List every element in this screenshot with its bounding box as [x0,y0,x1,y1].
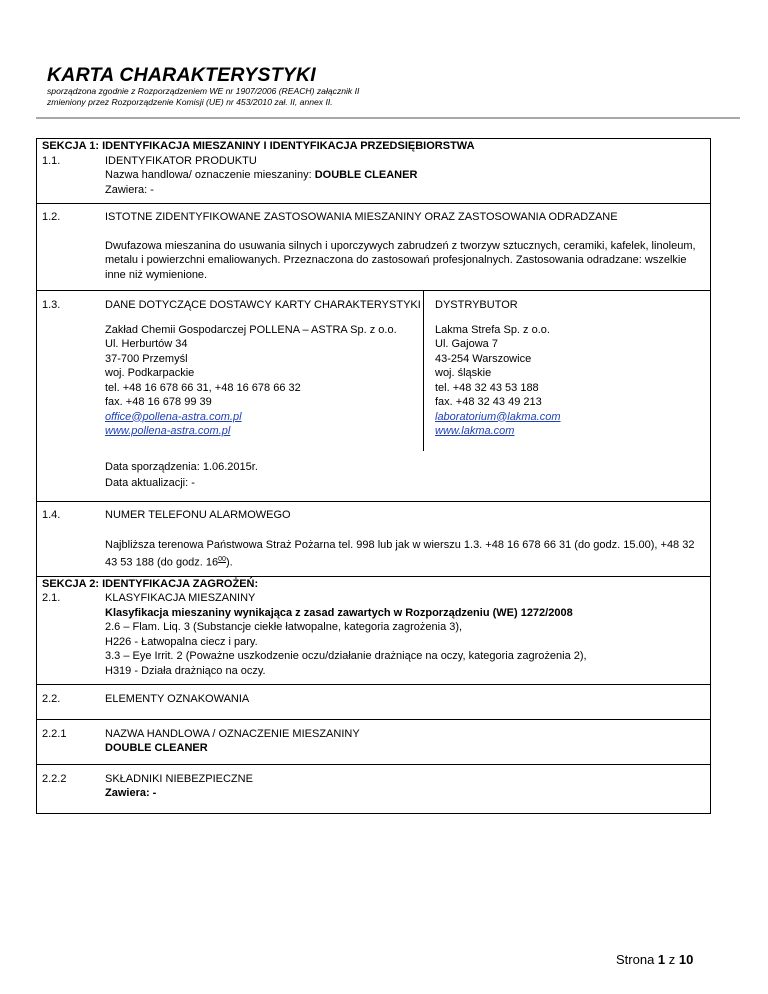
emergency-phone-end: ). [225,556,233,569]
subsection-number: 1.1. [42,154,61,167]
supplier-email-link[interactable]: office@pollena-astra.com.pl [105,410,242,423]
emergency-hour-superscript: 00 [218,555,226,563]
header-divider [36,117,740,119]
supplier-distributor-table [105,291,710,451]
supplier-column [105,291,424,451]
subsection-number: 1.3. [42,299,61,311]
section-1 [36,138,711,204]
page-current: 1 [657,952,666,967]
contains-line: Zawiera: - [105,183,154,196]
subsection-2-2-2 [36,765,711,814]
subsection-1-2 [36,204,711,291]
subsection-2-2 [36,685,711,720]
distributor-region: woj. śląskie [435,367,492,379]
supplier-name: Zakład Chemii Gospodarczej POLLENA – ASTRA Sp. z o.o. [105,323,397,336]
page-prefix: Strona [616,952,658,967]
section-1-heading: SEKCJA 1: IDENTYFIKACJA MIESZANINY I IDENTYFIKACJA PRZEDSIĘBIORSTWA [42,140,475,152]
subsection-title: ELEMENTY OZNAKOWANIA [105,693,250,706]
trade-name-label: Nazwa handlowa/ oznaczenie mieszaniny: [105,169,315,181]
subsection-number: 2.2.1 [42,727,67,740]
subsection-2-1 [37,591,710,678]
distributor-street: Ul. Gajowa 7 [435,338,498,350]
intended-use-text: Dwufazowa mieszanina do usuwania silnych i uporczywych zabrudzeń z tworzyw sztucznych, ceramiki, kafelek, linoleum, metalu i powierzchni emaliowanych. Przeznaczona do zastosowań profesjonalnych. Zastosowania odradzane: wszelkie inne niż wymienione. [105,239,696,281]
emergency-phone-text [105,538,704,570]
subsection-title: SKŁADNIKI NIEBEZPIECZNE [105,772,253,785]
subsection-title: ISTOTNE ZIDENTYFIKOWANE ZASTOSOWANIA MIESZANINY ORAZ ZASTOSOWANIA ODRADZANE [105,211,618,223]
date-updated: Data aktualizacji: - [105,476,195,489]
subsection-title: KLASYFIKACJA MIESZANINY [105,592,256,605]
trade-name-line [105,168,704,183]
document-title: KARTA CHARAKTERYSTYKI [47,64,316,86]
subsection-number: 2.2. [42,693,61,706]
emergency-phone-body: Najbliższa terenowa Państwowa Straż Pożarna tel. 998 lub jak w wierszu 1.3. +48 16 678 66 31 (do godz. 15.00), +48 32 43 53 188 (do godz. 16 [105,539,695,569]
classification-line: 2.6 – Flam. Liq. 3 (Substancje ciekłe łatwopalne, kategoria zagrożenia 3), [105,621,463,634]
classification-subtitle: Klasyfikacja mieszaniny wynikająca z zasad zawartych w Rozporządzeniu (WE) 1272/2008 [105,606,573,619]
distributor-email-link[interactable]: laboratorium@lakma.com [435,410,561,423]
distributor-tel: tel. +48 32 43 53 188 [435,381,539,394]
supplier-tel: tel. +48 16 678 66 31, +48 16 678 66 32 [105,381,301,394]
supplier-column-title: DANE DOTYCZĄCE DOSTAWCY KARTY CHARAKTERYSTYKI [105,299,421,311]
supplier-website-link[interactable]: www.pollena-astra.com.pl [105,425,231,437]
page-separator: z [665,952,679,967]
subsection-number: 1.2. [42,211,61,223]
subsection-title: IDENTYFIKATOR PRODUKTU [105,154,257,167]
subsection-1-4 [36,502,711,577]
classification-line: 3.3 – Eye Irrit. 2 (Poważne uszkodzenie oczu/działanie drażniące na oczy, kategoria zagrożenia 2), [105,650,587,663]
classification-line: H226 - Łatwopalna ciecz i pary. [105,635,258,648]
subsection-1-1 [37,154,710,198]
date-created: Data sporządzenia: 1.06.2015r. [105,460,258,473]
hazardous-components-value: Zawiera: - [105,787,157,800]
subsection-1-3 [36,291,711,502]
subsection-2-2-1 [36,720,711,765]
supplier-region: woj. Podkarpackie [105,367,195,379]
trade-name-value: DOUBLE CLEANER [105,742,208,755]
distributor-website-link[interactable]: www.lakma.com [435,425,515,437]
distributor-name: Lakma Strefa Sp. z o.o. [435,323,550,336]
sds-document [36,138,711,814]
subsection-title: NAZWA HANDLOWA / OZNACZENIE MIESZANINY [105,727,360,740]
subsection-title: NUMER TELEFONU ALARMOWEGO [105,508,291,521]
supplier-street: Ul. Herburtów 34 [105,338,188,350]
regulation-line-2: zmieniony przez Rozporządzenie Komisji (UE) nr 453/2010 zał. II, annex II. [47,97,333,107]
page-total: 10 [678,952,694,967]
regulation-line-1: sporządzona zgodnie z Rozporządzeniem WE nr 1907/2006 (REACH) załącznik II [47,86,360,96]
distributor-column-title: DYSTRYBUTOR [435,299,518,311]
classification-line: H319 - Działa drażniąco na oczy. [105,664,266,677]
supplier-fax: fax. +48 16 678 99 39 [105,396,212,408]
subsection-number: 1.4. [42,508,61,521]
distributor-fax: fax. +48 32 43 49 213 [435,396,542,408]
page-number [616,952,693,967]
supplier-city: 37-700 Przemyśl [105,352,188,365]
section-2 [36,577,711,686]
distributor-city: 43-254 Warszowice [435,352,532,365]
section-2-heading: SEKCJA 2: IDENTYFIKACJA ZAGROŻEŃ: [42,577,259,590]
trade-name-value: DOUBLE CLEANER [314,169,418,181]
distributor-column [424,291,710,451]
subsection-number: 2.1. [42,592,61,605]
subsection-number: 2.2.2 [42,772,67,785]
